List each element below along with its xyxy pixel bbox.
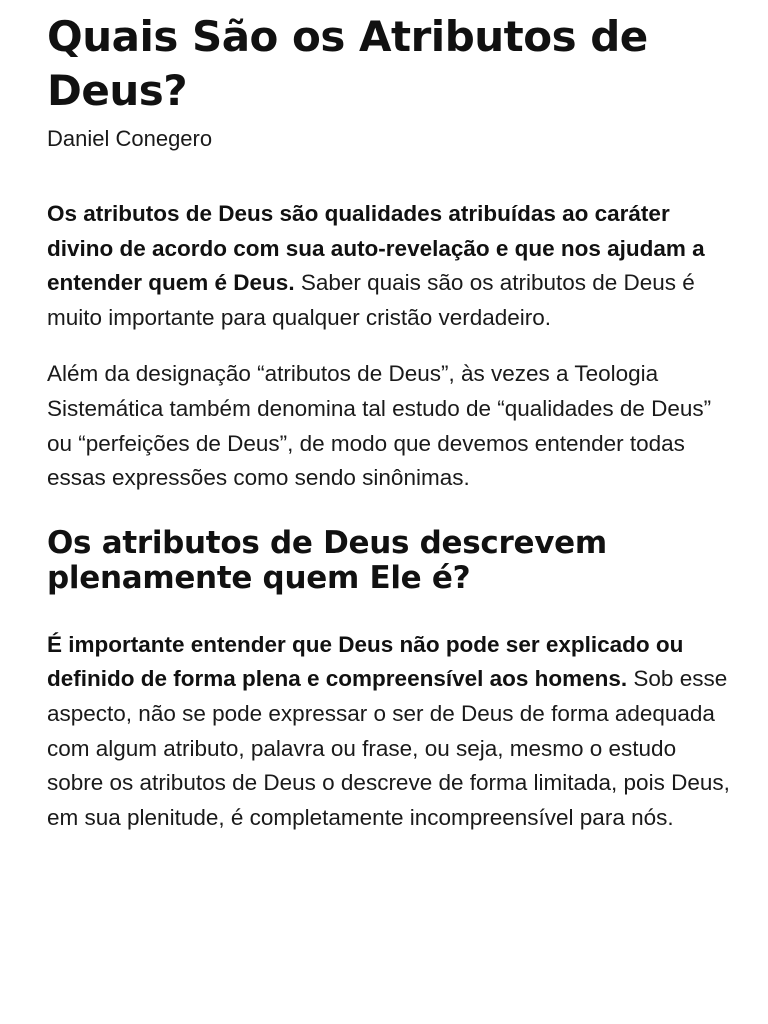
paragraph-intro-text: Saber quais são os atributos de Deus é muito importante para qualquer cristão verdadeiro. [47,270,695,330]
paragraph-section [47,628,737,836]
article [47,10,737,835]
paragraph-section-text: Sob esse aspecto, não se pode expressar o ser de Deus de forma adequada com algum atributo, palavra ou frase, ou seja, mesmo o estudo sobre os atributos de Deus o descreve de forma limitada, pois Deus, em sua plenitude, é completamente incompreensível para nós. [47,666,730,830]
paragraph-intro [47,197,737,335]
section-heading: Os atributos de Deus descrevem plenamente quem Ele é? [47,524,607,596]
paragraph-designation [47,357,737,495]
article-title: Quais São os Atributos de Deus? [47,12,648,115]
article-author[interactable]: Daniel Conegero [47,126,213,151]
paragraph-intro-bold: Os atributos de Deus são qualidades atribuídas ao caráter divino de acordo com sua auto-revelação e que nos ajudam a entender quem é Deus. [47,201,705,296]
paragraph-designation-text: Além da designação “atributos de Deus”, às vezes a Teologia Sistemática também denomina tal estudo de “qualidades de Deus” ou “perfeições de Deus”, de modo que devemos entender todas essas expressões como sendo sinônimas. [47,361,712,491]
paragraph-section-bold: É importante entender que Deus não pode ser explicado ou definido de forma plena e compreensível aos homens. [47,631,684,692]
